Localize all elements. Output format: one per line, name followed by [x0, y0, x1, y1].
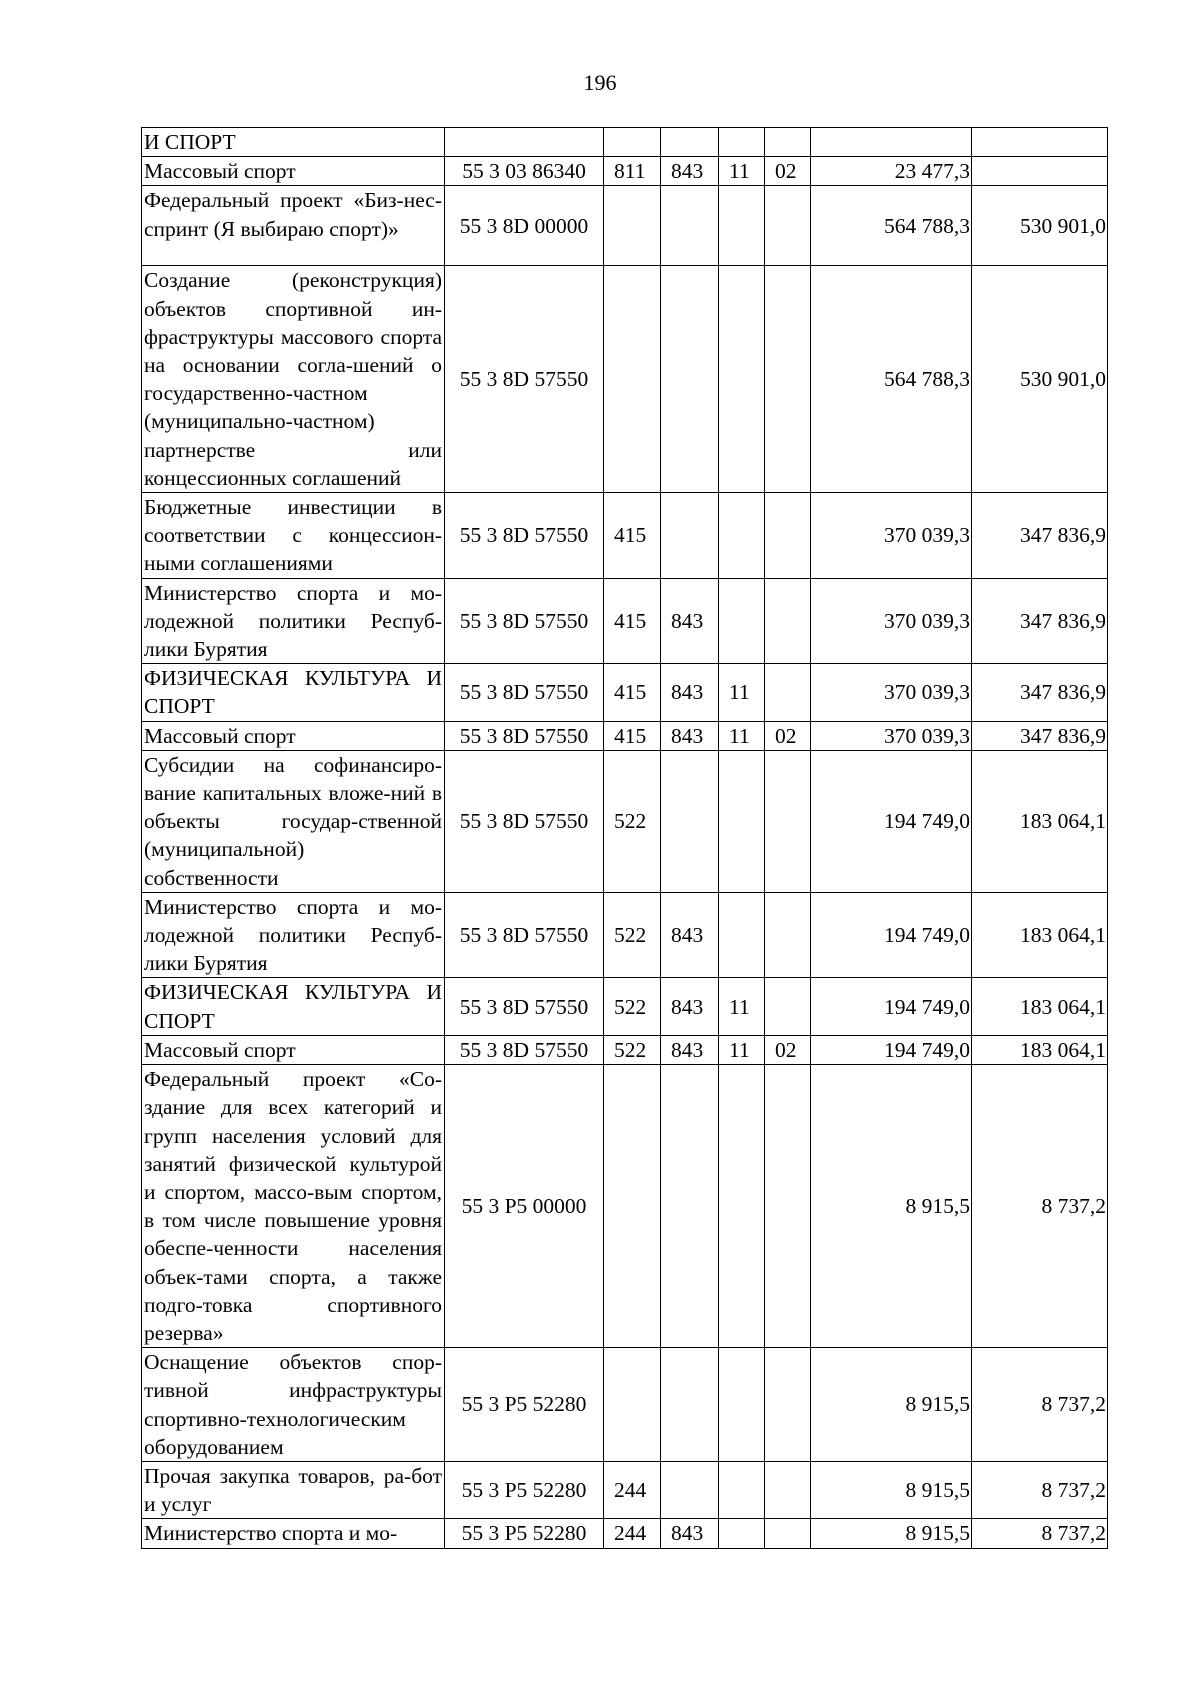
row-name: Прочая закупка товаров, ра-бот и услуг	[142, 1461, 445, 1518]
amount-year-1: 8 915,5	[811, 1461, 972, 1518]
expense-type-code	[604, 1065, 661, 1348]
table-row	[142, 750, 1108, 892]
subsection-code: 02	[765, 157, 811, 186]
ministry-code: 843	[661, 664, 719, 721]
target-article-code: 55 3 8D 57550	[445, 1035, 604, 1064]
ministry-code	[661, 128, 719, 157]
table-row	[142, 1461, 1108, 1518]
amount-year-1: 8 915,5	[811, 1348, 972, 1462]
section-code	[719, 1065, 765, 1348]
table-row	[142, 186, 1108, 266]
table-row	[142, 978, 1108, 1035]
table-row	[142, 1348, 1108, 1462]
amount-year-2: 8 737,2	[972, 1461, 1108, 1518]
target-article-code: 55 3 P5 52280	[445, 1461, 604, 1518]
section-code	[719, 892, 765, 978]
row-name: ФИЗИЧЕСКАЯ КУЛЬТУРА И СПОРТ	[142, 664, 445, 721]
expense-type-code: 415	[604, 721, 661, 750]
amount-year-2: 347 836,9	[972, 493, 1108, 579]
section-code: 11	[719, 664, 765, 721]
row-name: Массовый спорт	[142, 721, 445, 750]
table-body	[142, 128, 1108, 1549]
row-name: Оснащение объектов спор-тивной инфраструктуры спортивно-технологическим оборудованием	[142, 1348, 445, 1462]
target-article-code: 55 3 8D 57550	[445, 266, 604, 493]
page-number: 196	[583, 70, 617, 95]
target-article-code: 55 3 8D 57550	[445, 664, 604, 721]
amount-year-2: 347 836,9	[972, 578, 1108, 664]
ministry-code: 843	[661, 978, 719, 1035]
section-code: 11	[719, 978, 765, 1035]
amount-year-2: 183 064,1	[972, 978, 1108, 1035]
row-name: Федеральный проект «Со-здание для всех категорий и групп населения условий для занятий физической культурой и спортом, массо-вым спортом, в том числе повышение уровня обеспе-ченности населения объек-тами спорта, а также подго-товка спортивного резерва»	[142, 1065, 445, 1348]
expense-type-code	[604, 1348, 661, 1462]
ministry-code: 843	[661, 578, 719, 664]
subsection-code	[765, 493, 811, 579]
amount-year-2: 347 836,9	[972, 664, 1108, 721]
ministry-code	[661, 1461, 719, 1518]
target-article-code: 55 3 8D 57550	[445, 721, 604, 750]
amount-year-1: 194 749,0	[811, 978, 972, 1035]
target-article-code: 55 3 03 86340	[445, 157, 604, 186]
target-article-code: 55 3 8D 00000	[445, 186, 604, 266]
target-article-code: 55 3 8D 57550	[445, 750, 604, 892]
section-code: 11	[719, 721, 765, 750]
expense-type-code: 244	[604, 1461, 661, 1518]
ministry-code	[661, 1348, 719, 1462]
table-row	[142, 1035, 1108, 1064]
row-name: Субсидии на софинансиро-вание капитальных вложе-ний в объекты государ-ственной (муниципальной) собственности	[142, 750, 445, 892]
subsection-code	[765, 1519, 811, 1548]
subsection-code	[765, 664, 811, 721]
row-name: И СПОРТ	[142, 128, 445, 157]
expense-type-code: 415	[604, 493, 661, 579]
row-name: Федеральный проект «Биз-нес-спринт (Я выбираю спорт)»	[142, 186, 445, 266]
target-article-code: 55 3 8D 57550	[445, 892, 604, 978]
amount-year-2	[972, 157, 1108, 186]
table-row	[142, 1065, 1108, 1348]
row-name: Массовый спорт	[142, 157, 445, 186]
section-code: 11	[719, 157, 765, 186]
row-name: Создание (реконструкция) объектов спортивной ин-фраструктуры массового спорта на основании согла-шений о государственно-частном (муниципально-частном) партнерстве или концессионных соглашений	[142, 266, 445, 493]
section-code	[719, 750, 765, 892]
table-row	[142, 266, 1108, 493]
row-name: Министерство спорта и мо-лодежной политики Респуб-лики Бурятия	[142, 578, 445, 664]
amount-year-2: 183 064,1	[972, 892, 1108, 978]
ministry-code: 843	[661, 157, 719, 186]
amount-year-1: 370 039,3	[811, 664, 972, 721]
ministry-code	[661, 750, 719, 892]
ministry-code: 843	[661, 1035, 719, 1064]
budget-table	[141, 127, 1108, 1549]
subsection-code: 02	[765, 1035, 811, 1064]
amount-year-1: 564 788,3	[811, 186, 972, 266]
amount-year-2: 8 737,2	[972, 1065, 1108, 1348]
section-code	[719, 186, 765, 266]
amount-year-2: 530 901,0	[972, 266, 1108, 493]
row-name: Массовый спорт	[142, 1035, 445, 1064]
amount-year-1	[811, 128, 972, 157]
amount-year-1: 23 477,3	[811, 157, 972, 186]
subsection-code	[765, 186, 811, 266]
expense-type-code: 522	[604, 892, 661, 978]
expense-type-code: 522	[604, 978, 661, 1035]
table-row	[142, 721, 1108, 750]
amount-year-2	[972, 128, 1108, 157]
row-name: Бюджетные инвестиции в соответствии с концессион-ными соглашениями	[142, 493, 445, 579]
subsection-code	[765, 1348, 811, 1462]
target-article-code	[445, 128, 604, 157]
amount-year-1: 370 039,3	[811, 721, 972, 750]
amount-year-2: 183 064,1	[972, 1035, 1108, 1064]
subsection-code: 02	[765, 721, 811, 750]
table-row	[142, 128, 1108, 157]
subsection-code	[765, 892, 811, 978]
expense-type-code	[604, 266, 661, 493]
amount-year-2: 8 737,2	[972, 1519, 1108, 1548]
ministry-code: 843	[661, 892, 719, 978]
section-code	[719, 1348, 765, 1462]
section-code	[719, 266, 765, 493]
row-name: ФИЗИЧЕСКАЯ КУЛЬТУРА И СПОРТ	[142, 978, 445, 1035]
amount-year-1: 194 749,0	[811, 1035, 972, 1064]
amount-year-1: 8 915,5	[811, 1065, 972, 1348]
target-article-code: 55 3 P5 52280	[445, 1348, 604, 1462]
table-row	[142, 578, 1108, 664]
expense-type-code: 522	[604, 750, 661, 892]
section-code	[719, 1519, 765, 1548]
row-name: Министерство спорта и мо-лодежной политики Респуб-лики Бурятия	[142, 892, 445, 978]
amount-year-1: 564 788,3	[811, 266, 972, 493]
amount-year-1: 370 039,3	[811, 493, 972, 579]
expense-type-code: 811	[604, 157, 661, 186]
table-row	[142, 664, 1108, 721]
expense-type-code: 415	[604, 664, 661, 721]
row-name: Министерство спорта и мо-	[142, 1519, 445, 1548]
expense-type-code	[604, 186, 661, 266]
table-row	[142, 1519, 1108, 1548]
expense-type-code: 415	[604, 578, 661, 664]
amount-year-2: 530 901,0	[972, 186, 1108, 266]
table-row	[142, 892, 1108, 978]
amount-year-2: 183 064,1	[972, 750, 1108, 892]
ministry-code: 843	[661, 721, 719, 750]
subsection-code	[765, 1461, 811, 1518]
amount-year-2: 8 737,2	[972, 1348, 1108, 1462]
ministry-code	[661, 1065, 719, 1348]
ministry-code	[661, 493, 719, 579]
ministry-code	[661, 266, 719, 493]
target-article-code: 55 3 P5 00000	[445, 1065, 604, 1348]
subsection-code	[765, 578, 811, 664]
section-code: 11	[719, 1035, 765, 1064]
subsection-code	[765, 128, 811, 157]
target-article-code: 55 3 8D 57550	[445, 578, 604, 664]
amount-year-1: 370 039,3	[811, 578, 972, 664]
subsection-code	[765, 266, 811, 493]
amount-year-1: 8 915,5	[811, 1519, 972, 1548]
section-code	[719, 128, 765, 157]
subsection-code	[765, 750, 811, 892]
expense-type-code: 244	[604, 1519, 661, 1548]
section-code	[719, 493, 765, 579]
target-article-code: 55 3 8D 57550	[445, 978, 604, 1035]
table-row	[142, 157, 1108, 186]
amount-year-1: 194 749,0	[811, 892, 972, 978]
subsection-code	[765, 978, 811, 1035]
section-code	[719, 1461, 765, 1518]
subsection-code	[765, 1065, 811, 1348]
section-code	[719, 578, 765, 664]
amount-year-1: 194 749,0	[811, 750, 972, 892]
ministry-code	[661, 186, 719, 266]
ministry-code: 843	[661, 1519, 719, 1548]
amount-year-2: 347 836,9	[972, 721, 1108, 750]
table-row	[142, 493, 1108, 579]
expense-type-code: 522	[604, 1035, 661, 1064]
target-article-code: 55 3 P5 52280	[445, 1519, 604, 1548]
expense-type-code	[604, 128, 661, 157]
target-article-code: 55 3 8D 57550	[445, 493, 604, 579]
